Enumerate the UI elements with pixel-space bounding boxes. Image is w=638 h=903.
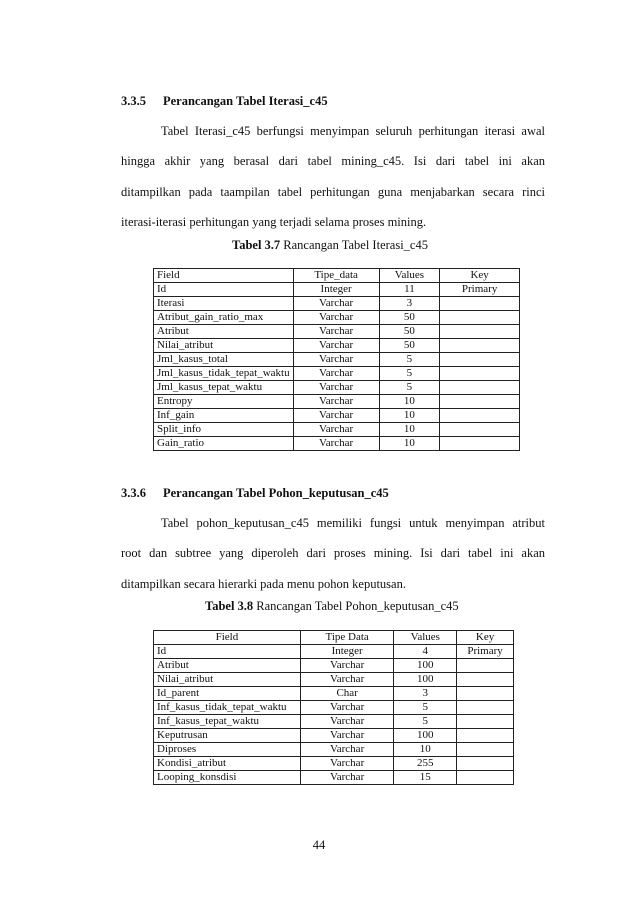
table-cell: Split_info <box>154 423 294 437</box>
table-cell: 10 <box>379 423 440 437</box>
table-cell <box>440 423 520 437</box>
table-cell <box>440 395 520 409</box>
table-cell: Jml_kasus_tepat_waktu <box>154 381 294 395</box>
page-number: 44 <box>312 838 326 852</box>
table-cell <box>440 353 520 367</box>
table-row <box>154 743 514 757</box>
table-cell: Varchar <box>300 757 394 771</box>
table-cell <box>440 339 520 353</box>
table-cell: 15 <box>394 771 457 785</box>
table-row <box>154 325 520 339</box>
paragraph-line: iterasi-iterasi perhitungan yang terjadi selama proses mining. <box>121 214 427 229</box>
table-cell: Jml_kasus_total <box>154 353 294 367</box>
table-cell <box>457 701 514 715</box>
table-header-cell: Values <box>379 269 440 283</box>
table-caption-label: Tabel 3.7 <box>232 238 281 252</box>
table-cell: Nilai_atribut <box>154 673 301 687</box>
section-paragraph <box>121 508 545 599</box>
table-cell: Primary <box>440 283 520 297</box>
table-row <box>154 729 514 743</box>
table-cell <box>440 437 520 451</box>
data-table <box>153 630 514 785</box>
table-cell: Inf_kasus_tepat_waktu <box>154 715 301 729</box>
table-cell: 10 <box>379 395 440 409</box>
table-cell <box>457 757 514 771</box>
table-header-cell: Field <box>154 269 294 283</box>
table-cell: Varchar <box>293 311 379 325</box>
paragraph-line: Tabel Iterasi_c45 berfungsi menyimpan seluruh perhitungan iterasi awal <box>161 124 545 138</box>
table-cell: Looping_konsdisi <box>154 771 301 785</box>
table-cell: Varchar <box>293 437 379 451</box>
table-cell <box>457 673 514 687</box>
table-cell: 50 <box>379 339 440 353</box>
table-cell: Varchar <box>300 659 394 673</box>
table-cell <box>457 729 514 743</box>
table-cell: Varchar <box>300 701 394 715</box>
table-caption-text: Rancangan Tabel Iterasi_c45 <box>280 238 428 252</box>
table-row <box>154 437 520 451</box>
table-header-cell: Tipe_data <box>293 269 379 283</box>
table-cell <box>457 743 514 757</box>
paragraph-line: Tabel pohon_keputusan_c45 memiliki fungsi untuk menyimpan atribut <box>161 516 545 530</box>
table-caption <box>232 238 428 253</box>
paragraph-line: ditampilkan secara hierarki pada menu pohon keputusan. <box>121 576 406 591</box>
table-cell: 50 <box>379 311 440 325</box>
table-cell: 11 <box>379 283 440 297</box>
table-cell: Inf_gain <box>154 409 294 423</box>
table-cell: Entropy <box>154 395 294 409</box>
table-row <box>154 771 514 785</box>
table-cell <box>440 409 520 423</box>
table-cell: Varchar <box>300 771 394 785</box>
section-paragraph <box>121 116 545 237</box>
table-cell: Varchar <box>293 423 379 437</box>
table-cell <box>457 715 514 729</box>
table-cell: Varchar <box>293 367 379 381</box>
table-cell: Varchar <box>300 729 394 743</box>
table-cell: Id_parent <box>154 687 301 701</box>
table-cell: Varchar <box>300 673 394 687</box>
table-row <box>154 409 520 423</box>
table-cell: Atribut <box>154 325 294 339</box>
section-title: Perancangan Tabel Pohon_keputusan_c45 <box>163 486 389 500</box>
table-header-cell: Field <box>154 631 301 645</box>
table-cell: Char <box>300 687 394 701</box>
table-cell: 4 <box>394 645 457 659</box>
table-header-cell: Key <box>440 269 520 283</box>
table-cell: 10 <box>394 743 457 757</box>
section-number: 3.3.5 <box>121 94 146 108</box>
table-header-cell: Key <box>457 631 514 645</box>
table-cell: Integer <box>300 645 394 659</box>
section-title: Perancangan Tabel Iterasi_c45 <box>163 94 328 108</box>
table-cell: Integer <box>293 283 379 297</box>
table-cell: 5 <box>394 701 457 715</box>
table-cell: Id <box>154 283 294 297</box>
table-row <box>154 297 520 311</box>
table-row <box>154 673 514 687</box>
table-row <box>154 687 514 701</box>
section-number: 3.3.6 <box>121 486 146 500</box>
table-cell <box>440 311 520 325</box>
table-cell: Varchar <box>300 743 394 757</box>
table-row <box>154 395 520 409</box>
table-cell: 255 <box>394 757 457 771</box>
table-header-cell: Tipe Data <box>300 631 394 645</box>
table-cell: Gain_ratio <box>154 437 294 451</box>
table-row <box>154 659 514 673</box>
table-cell: Varchar <box>293 395 379 409</box>
table-row <box>154 715 514 729</box>
table-cell: Inf_kasus_tidak_tepat_waktu <box>154 701 301 715</box>
table-cell: 10 <box>379 409 440 423</box>
table-cell: Varchar <box>293 381 379 395</box>
table-cell <box>457 659 514 673</box>
table-cell: Atribut <box>154 659 301 673</box>
table-row <box>154 283 520 297</box>
table-row <box>154 367 520 381</box>
table-cell: 100 <box>394 673 457 687</box>
table-cell: Id <box>154 645 301 659</box>
table-cell: 100 <box>394 729 457 743</box>
table-row <box>154 311 520 325</box>
table-cell: Varchar <box>293 353 379 367</box>
table-cell <box>440 367 520 381</box>
table-cell: Jml_kasus_tidak_tepat_waktu <box>154 367 294 381</box>
table-cell <box>440 325 520 339</box>
section-heading-3-3-5 <box>121 94 328 109</box>
table-cell: Varchar <box>293 339 379 353</box>
table-cell: 50 <box>379 325 440 339</box>
table-cell <box>440 381 520 395</box>
table-cell: 10 <box>379 437 440 451</box>
table-cell: Atribut_gain_ratio_max <box>154 311 294 325</box>
table-row <box>154 757 514 771</box>
table-cell <box>457 687 514 701</box>
table-header-cell: Values <box>394 631 457 645</box>
table-row <box>154 701 514 715</box>
table-row <box>154 423 520 437</box>
table-cell: Primary <box>457 645 514 659</box>
table-header-row <box>154 631 514 645</box>
table-cell <box>457 771 514 785</box>
table-cell: Varchar <box>293 325 379 339</box>
table-caption-label: Tabel 3.8 <box>205 599 254 613</box>
paragraph-line: hingga akhir yang berasal dari tabel mining_c45. Isi dari tabel ini akan <box>121 154 545 169</box>
table-caption-text: Rancangan Tabel Pohon_keputusan_c45 <box>253 599 459 613</box>
table-row <box>154 339 520 353</box>
section-heading-3-3-6 <box>121 486 389 501</box>
table-cell: 3 <box>394 687 457 701</box>
table-cell: 5 <box>379 381 440 395</box>
table-cell: 5 <box>394 715 457 729</box>
table-row <box>154 645 514 659</box>
table-cell: Keputrusan <box>154 729 301 743</box>
paragraph-line: root dan subtree yang diperoleh dari proses mining. Isi dari tabel ini akan <box>121 546 545 561</box>
table-cell: Iterasi <box>154 297 294 311</box>
table-cell: 100 <box>394 659 457 673</box>
table-cell: 3 <box>379 297 440 311</box>
table-cell: Varchar <box>293 409 379 423</box>
table-cell <box>440 297 520 311</box>
table-cell: 5 <box>379 353 440 367</box>
table-cell: Kondisi_atribut <box>154 757 301 771</box>
table-cell: Varchar <box>293 297 379 311</box>
table-cell: Diproses <box>154 743 301 757</box>
table-cell: Varchar <box>300 715 394 729</box>
table-caption <box>205 599 459 614</box>
table-header-row <box>154 269 520 283</box>
table-row <box>154 353 520 367</box>
table-cell: 5 <box>379 367 440 381</box>
table-row <box>154 381 520 395</box>
table-cell: Nilai_atribut <box>154 339 294 353</box>
data-table <box>153 268 520 451</box>
paragraph-line: ditampilkan pada taampilan tabel perhitungan guna menjabarkan secara rinci <box>121 184 545 199</box>
